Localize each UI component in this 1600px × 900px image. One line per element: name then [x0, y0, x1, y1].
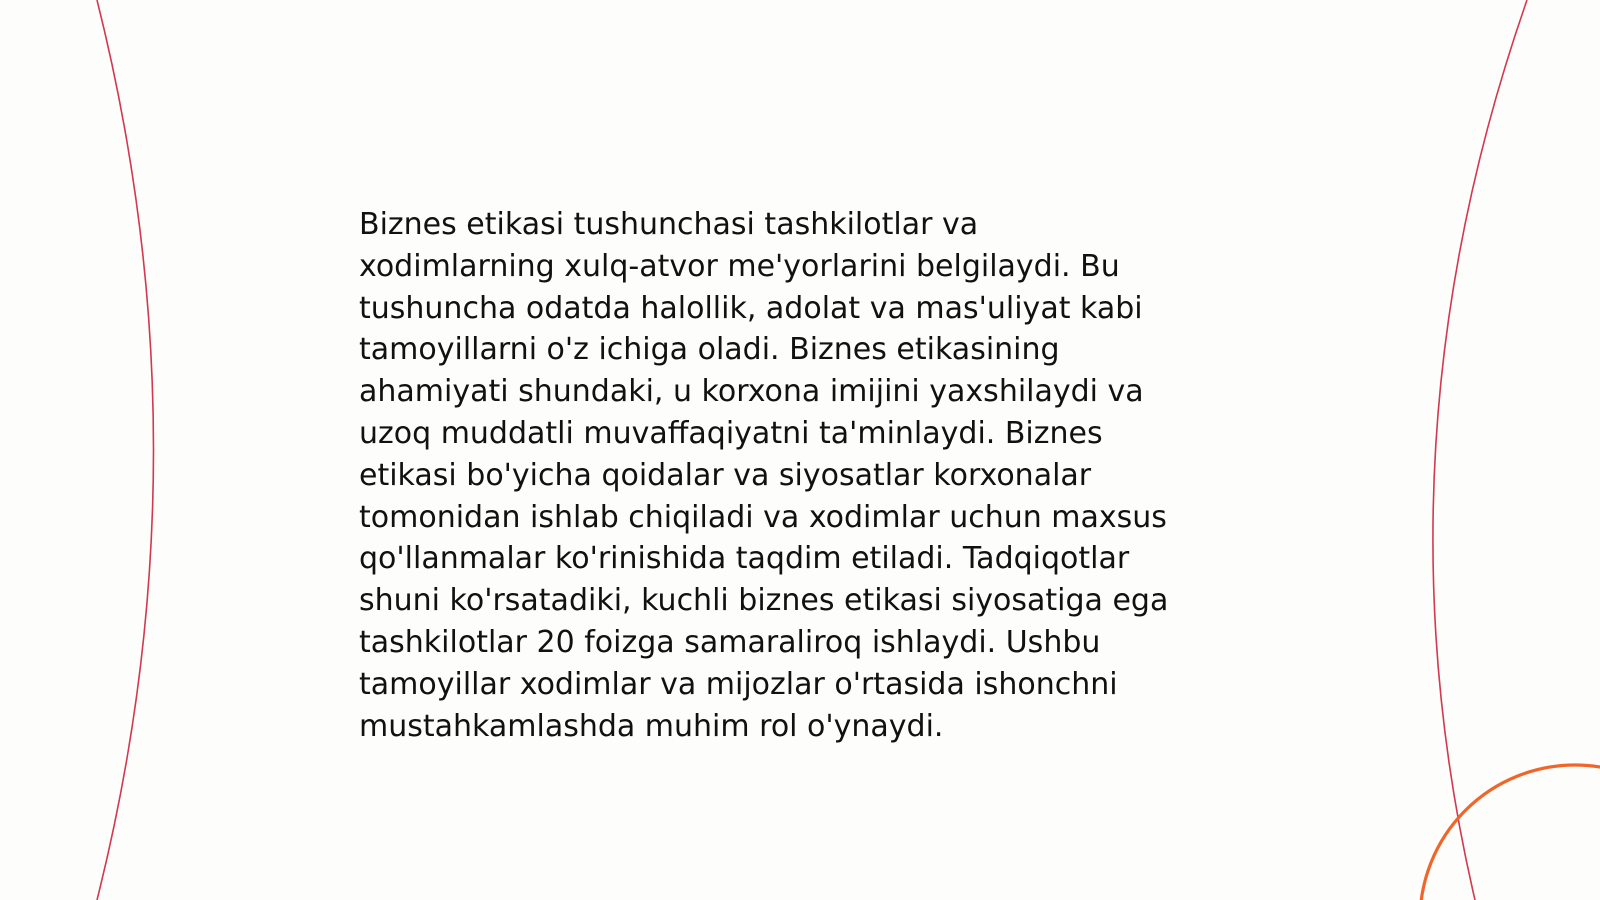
left-curve-line: [97, 0, 154, 900]
right-curve-line: [1433, 0, 1527, 900]
body-paragraph: Biznes etikasi tushunchasi tashkilotlar va xodimlarning xulq-atvor me'yorlarini belgilaydi. Bu tushuncha odatda halollik, adolat va mas'uliyat kabi tamoyillarni o'z ichiga oladi. Biznes etikasining ahamiyati shundaki, u korxona imijini yaxshilaydi va uzoq muddatli muvaffaqiyatni ta'minlaydi. Biznes etikasi bo'yicha qoidalar va siyosatlar korxonalar tomonidan ishlab chiqiladi va xodimlar uchun maxsus qo'llanmalar ko'rinishida taqdim etiladi. Tadqiqotlar shuni ko'rsatadiki, kuchli biznes etikasi siyosatiga ega tashkilotlar 20 foizga samaraliroq ishlaydi. Ushbu tamoyillar xodimlar va mijozlar o'rtasida ishonchni mustahkamlashda muhim rol o'ynaydi.: [359, 207, 1169, 744]
accent-arc: [1420, 765, 1600, 900]
